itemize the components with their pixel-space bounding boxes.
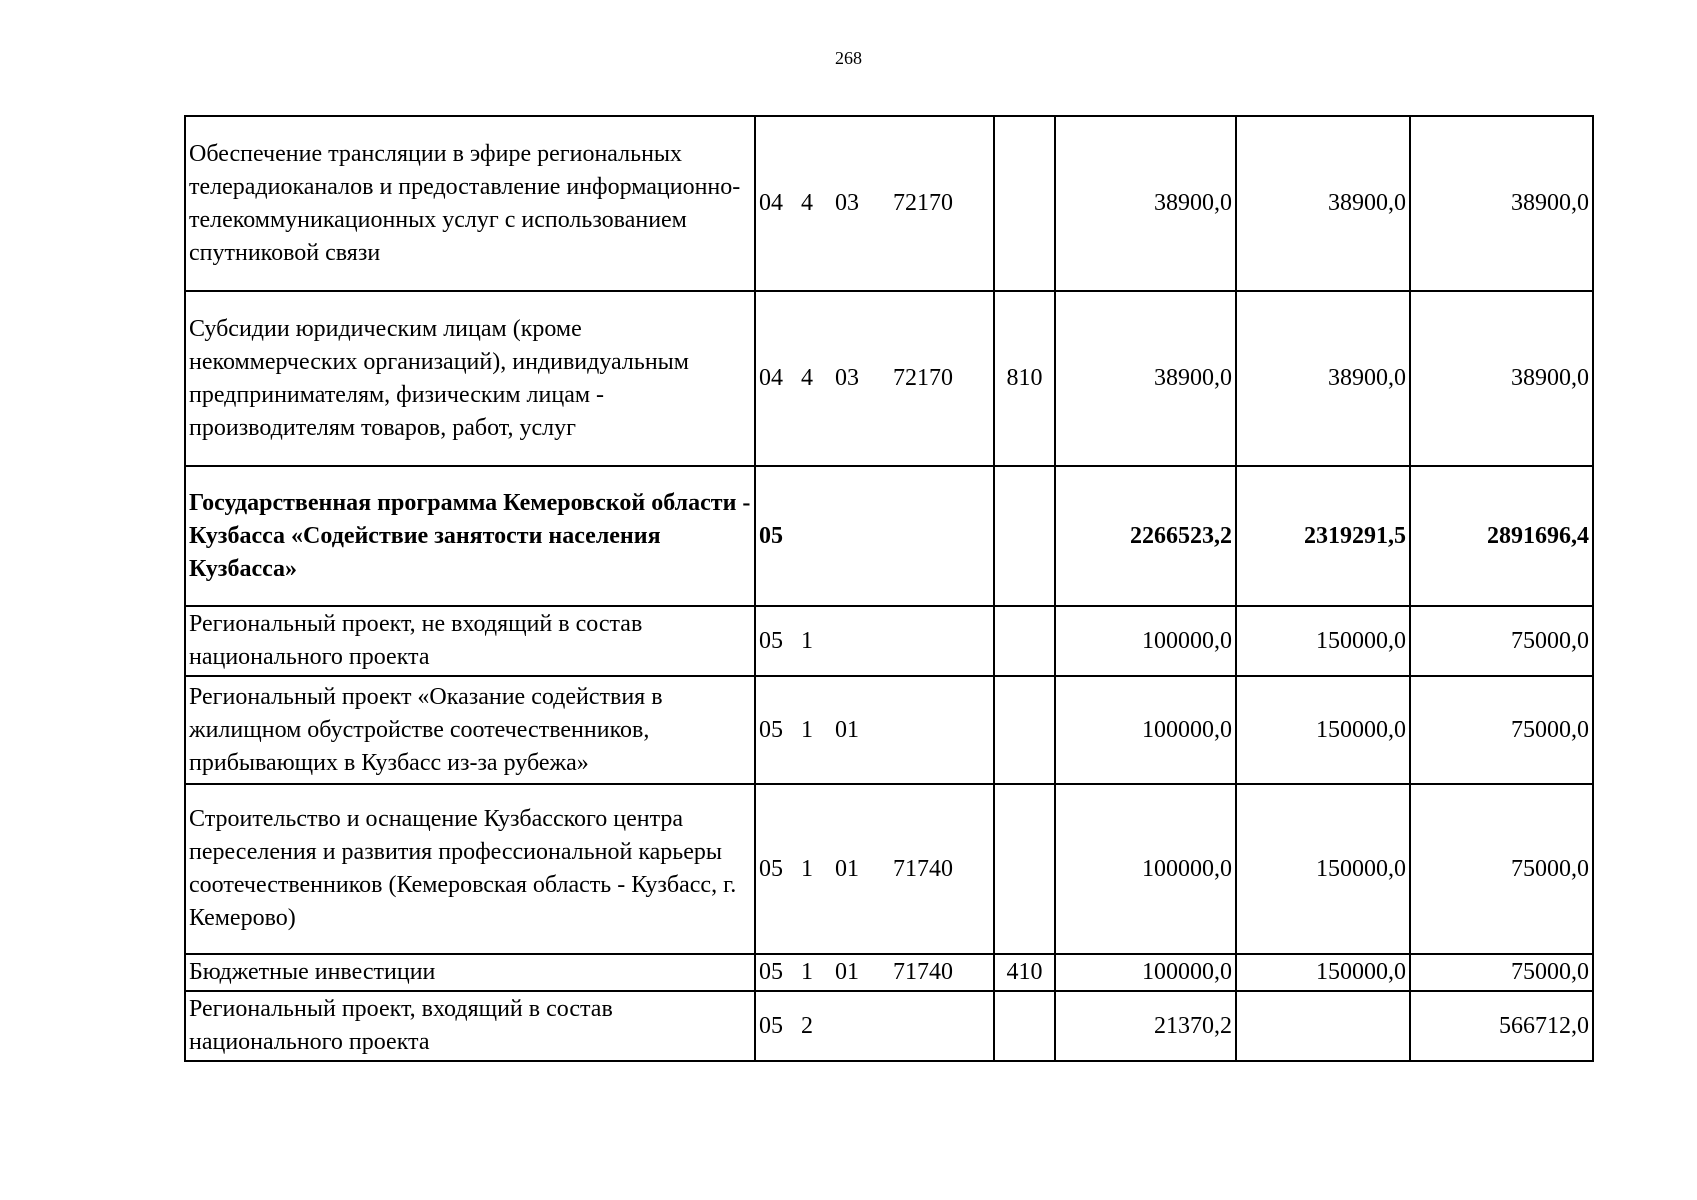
- row-name: Региональный проект, не входящий в состав национального проекта: [185, 606, 755, 676]
- row-name: Бюджетные инвестиции: [185, 954, 755, 991]
- row-amount-year-2: 150000,0: [1236, 784, 1410, 954]
- row-name: Обеспечение трансляции в эфире региональных телерадиоканалов и предоставление информационно-телекоммуникационных услуг с использованием спутниковой связи: [185, 116, 755, 291]
- row-amount-year-1: 21370,2: [1055, 991, 1236, 1061]
- code-program: 04: [759, 190, 783, 216]
- row-code: [755, 991, 994, 1061]
- row-amount-year-3: 75000,0: [1410, 784, 1593, 954]
- row-code: [755, 606, 994, 676]
- row-code: [755, 954, 994, 991]
- table-row: [185, 116, 1593, 291]
- code-event: 01: [835, 959, 859, 985]
- code-direction: 71740: [893, 855, 953, 882]
- table-row: [185, 676, 1593, 784]
- code-program: 05: [759, 522, 783, 549]
- row-expense-type: 810: [994, 291, 1055, 466]
- row-amount-year-1: 100000,0: [1055, 954, 1236, 991]
- row-amount-year-2: 38900,0: [1236, 116, 1410, 291]
- row-amount-year-1: 2266523,2: [1055, 466, 1236, 606]
- row-expense-type: [994, 991, 1055, 1061]
- code-program: 04: [759, 365, 783, 391]
- row-amount-year-3: 75000,0: [1410, 676, 1593, 784]
- code-program: 05: [759, 959, 783, 985]
- code-program: 05: [759, 716, 783, 743]
- row-name: Государственная программа Кемеровской области - Кузбасса «Содействие занятости населения Кузбасса»: [185, 466, 755, 606]
- row-amount-year-2: 38900,0: [1236, 291, 1410, 466]
- row-code: [755, 466, 994, 606]
- table-row: [185, 784, 1593, 954]
- row-amount-year-1: 38900,0: [1055, 291, 1236, 466]
- row-expense-type: [994, 606, 1055, 676]
- row-amount-year-2: 2319291,5: [1236, 466, 1410, 606]
- table-row: [185, 291, 1593, 466]
- code-event: 01: [835, 855, 859, 882]
- row-amount-year-2: [1236, 991, 1410, 1061]
- row-code: [755, 116, 994, 291]
- code-direction: 72170: [893, 190, 953, 216]
- row-code: [755, 676, 994, 784]
- page-number: 268: [835, 48, 862, 68]
- code-subprogram: 4: [801, 190, 813, 216]
- table-row: [185, 466, 1593, 606]
- row-amount-year-2: 150000,0: [1236, 676, 1410, 784]
- row-amount-year-2: 150000,0: [1236, 606, 1410, 676]
- code-program: 05: [759, 855, 783, 882]
- code-subprogram: 1: [801, 627, 813, 654]
- row-amount-year-3: 38900,0: [1410, 116, 1593, 291]
- row-amount-year-1: 38900,0: [1055, 116, 1236, 291]
- row-amount-year-1: 100000,0: [1055, 784, 1236, 954]
- code-program: 05: [759, 1012, 783, 1039]
- row-expense-type: [994, 676, 1055, 784]
- row-name: Субсидии юридическим лицам (кроме некоммерческих организаций), индивидуальным предпринимателям, физическим лицам - производителям товаров, работ, услуг: [185, 291, 755, 466]
- row-code: [755, 784, 994, 954]
- row-code: [755, 291, 994, 466]
- table-row: [185, 991, 1593, 1061]
- row-expense-type: 410: [994, 954, 1055, 991]
- row-expense-type: [994, 116, 1055, 291]
- code-direction: 72170: [893, 365, 953, 391]
- table-row: [185, 954, 1593, 991]
- row-amount-year-3: 566712,0: [1410, 991, 1593, 1061]
- row-amount-year-1: 100000,0: [1055, 606, 1236, 676]
- code-subprogram: 4: [801, 365, 813, 391]
- code-subprogram: 2: [801, 1012, 813, 1039]
- row-amount-year-3: 38900,0: [1410, 291, 1593, 466]
- code-program: 05: [759, 627, 783, 654]
- code-subprogram: 1: [801, 959, 813, 985]
- row-amount-year-1: 100000,0: [1055, 676, 1236, 784]
- row-amount-year-3: 2891696,4: [1410, 466, 1593, 606]
- table-row: [185, 606, 1593, 676]
- row-amount-year-2: 150000,0: [1236, 954, 1410, 991]
- row-name: Строительство и оснащение Кузбасского центра переселения и развития профессиональной карьеры соотечественников (Кемеровская область - Кузбасс, г. Кемерово): [185, 784, 755, 954]
- row-expense-type: [994, 466, 1055, 606]
- row-expense-type: [994, 784, 1055, 954]
- row-amount-year-3: 75000,0: [1410, 954, 1593, 991]
- code-subprogram: 1: [801, 855, 813, 882]
- row-name: Региональный проект, входящий в состав национального проекта: [185, 991, 755, 1061]
- code-direction: 71740: [893, 959, 953, 985]
- row-name: Региональный проект «Оказание содействия в жилищном обустройстве соотечественников, прибывающих в Кузбасс из-за рубежа»: [185, 676, 755, 784]
- code-subprogram: 1: [801, 716, 813, 743]
- code-event: 03: [835, 365, 859, 391]
- code-event: 03: [835, 190, 859, 216]
- budget-table: [184, 115, 1594, 1062]
- code-event: 01: [835, 716, 859, 743]
- row-amount-year-3: 75000,0: [1410, 606, 1593, 676]
